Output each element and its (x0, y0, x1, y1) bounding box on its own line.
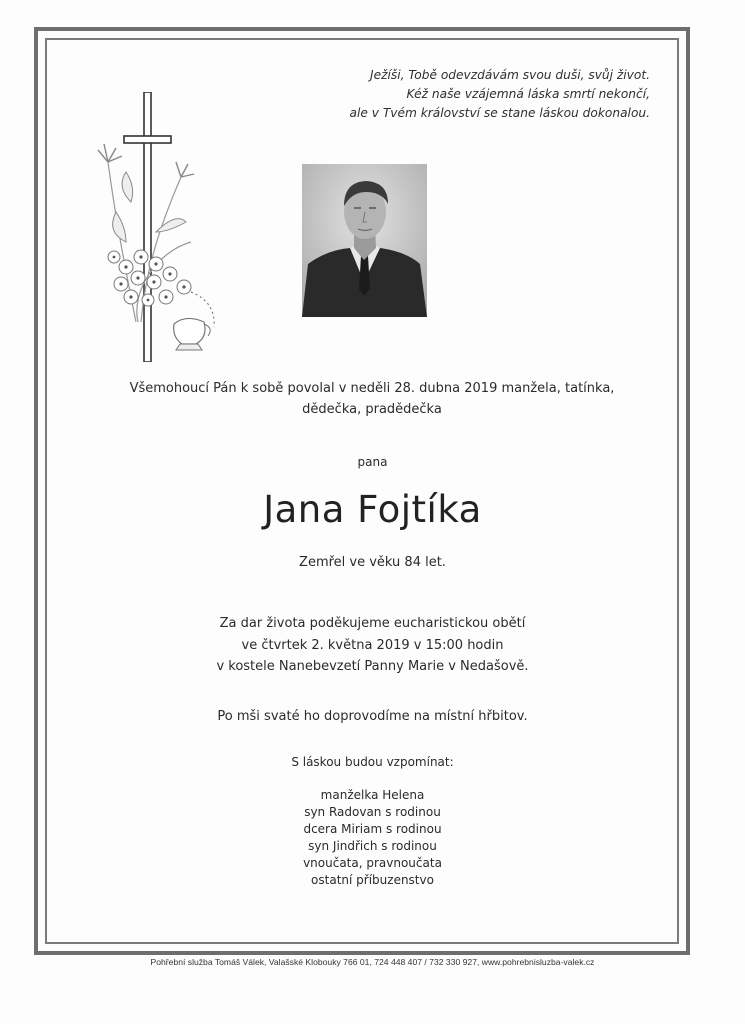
cross-with-flowers-icon (96, 92, 226, 362)
funeral-service-footer: Pohřební služba Tomáš Válek, Valašské Klobouky 766 01, 724 448 407 / 732 330 927, www.pohrebnisluzba-valek.cz (150, 957, 595, 967)
mass-line: v kostele Nanebevzetí Panny Marie v Nedašově. (216, 659, 529, 674)
motto (330, 66, 650, 123)
remembrance-heading: S láskou budou vzpomínat: (291, 755, 454, 769)
mass-line: Za dar života poděkujeme eucharistickou obětí (219, 616, 526, 631)
mourner-item: manželka Helena (320, 788, 425, 802)
age-text: Zemřel ve věku 84 let. (299, 555, 446, 570)
mass-line: ve čtvrtek 2. května 2019 v 15:00 hodin (241, 637, 504, 653)
mourner-item: vnoučata, pravnoučata (303, 856, 442, 870)
portrait-photo (302, 164, 427, 317)
announcement-line: dědečka, pradědečka (302, 402, 442, 417)
mourners-list (0, 787, 745, 889)
announcement (80, 378, 664, 420)
motto-line: ale v Tvém království se stane láskou dokonalou. (349, 106, 650, 120)
mourner-item: ostatní příbuzenstvo (311, 873, 434, 887)
mass-info (0, 613, 745, 678)
mourner-item: syn Radovan s rodinou (304, 805, 441, 819)
mourner-item: dcera Miriam s rodinou (303, 822, 442, 836)
deceased-name: Jana Fojtíka (263, 488, 482, 531)
motto-line: Ježíši, Tobě odevzdávám svou duši, svůj život. (369, 68, 650, 82)
salutation: pana (357, 455, 388, 469)
burial-text: Po mši svaté ho doprovodíme na místní hřbitov. (217, 709, 528, 724)
mourner-item: syn Jindřich s rodinou (308, 839, 437, 853)
announcement-line: Všemohoucí Pán k sobě povolal v neděli 28. dubna 2019 manžela, tatínka, (129, 381, 615, 396)
motto-line: Kéž naše vzájemná láska smrtí nekončí, (406, 87, 650, 101)
